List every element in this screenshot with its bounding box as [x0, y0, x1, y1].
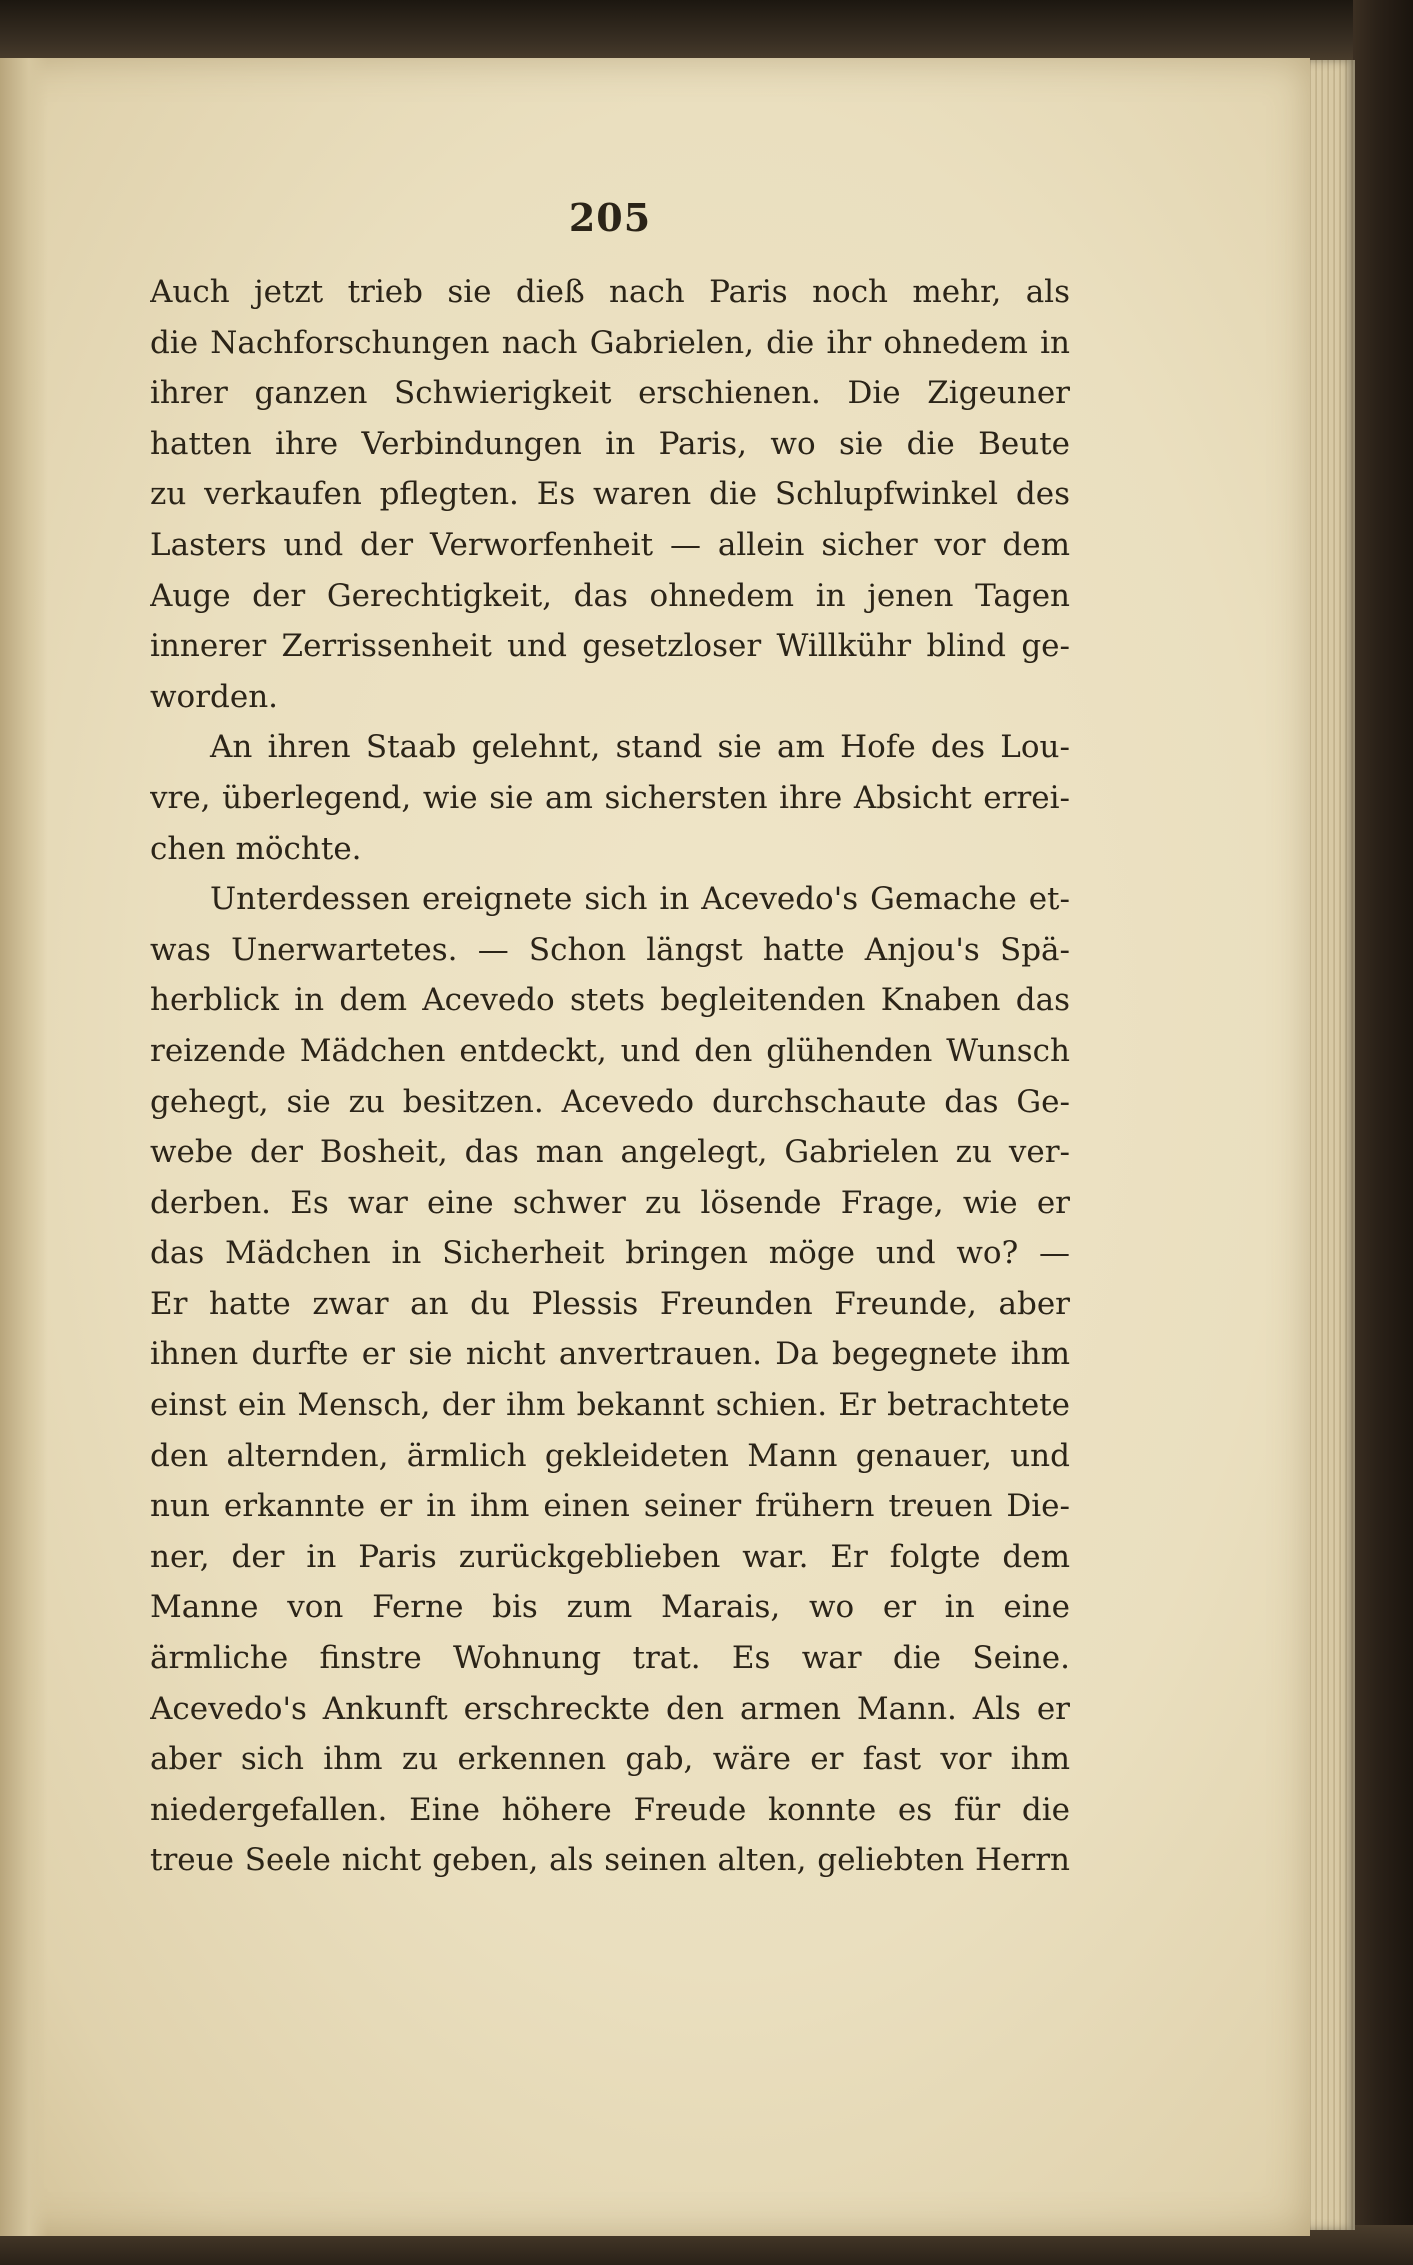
- text-line: was Unerwartetes. — Schon längst hatte Anjou's Spä-: [150, 931, 1070, 968]
- text-line: die Nachforschungen nach Gabrielen, die ihr ohnedem in: [150, 324, 1070, 361]
- text-line: ihnen durfte er sie nicht anvertrauen. Da begegnete ihm: [150, 1336, 1070, 1373]
- book-cover-top-edge: [0, 0, 1413, 62]
- text-line: Auch jetzt trieb sie dieß nach Paris noch mehr, als: [150, 274, 1070, 310]
- page-body: [150, 267, 1070, 1886]
- text-line: reizende Mädchen entdeckt, und den glühenden Wunsch: [150, 1032, 1070, 1069]
- text-line: gehegt, sie zu besitzen. Acevedo durchschaute das Ge-: [150, 1083, 1070, 1120]
- text-line: niedergefallen. Eine höhere Freude konnte es für die: [150, 1791, 1070, 1828]
- text-line: Manne von Ferne bis zum Marais, wo er in eine: [150, 1589, 1070, 1626]
- text-line: zu verkaufen pflegten. Es waren die Schlupfwinkel des: [150, 476, 1070, 513]
- text-line: herblick in dem Acevedo stets begleitenden Knaben das: [150, 982, 1070, 1019]
- text-line: Auge der Gerechtigkeit, das ohnedem in jenen Tagen: [150, 577, 1070, 614]
- page-number: 205: [568, 195, 652, 240]
- text-line: Acevedo's Ankunft erschreckte den armen Mann. Als er: [150, 1690, 1070, 1727]
- text-line: innerer Zerrissenheit und gesetzloser Willkühr blind ge-: [150, 628, 1070, 665]
- text-line: den alternden, ärmlich gekleideten Mann genauer, und: [150, 1437, 1070, 1474]
- text-line: ihrer ganzen Schwierigkeit erschienen. Die Zigeuner: [150, 375, 1070, 412]
- text-line: aber sich ihm zu erkennen gab, wäre er fast vor ihm: [150, 1741, 1070, 1778]
- text-line: chen möchte.: [150, 830, 362, 867]
- text-line: hatten ihre Verbindungen in Paris, wo sie die Beute: [150, 425, 1070, 462]
- text-line: einst ein Mensch, der ihm bekannt schien. Er betrachtete: [150, 1387, 1070, 1424]
- text-line: derben. Es war eine schwer zu lösende Frage, wie er: [150, 1184, 1070, 1221]
- text-line: worden.: [150, 678, 279, 715]
- book-cover-right-edge: [1353, 0, 1413, 2265]
- text-line: ärmliche finstre Wohnung trat. Es war die Seine.: [150, 1640, 1070, 1677]
- text-line: Lasters und der Verworfenheit — allein sicher vor dem: [150, 526, 1070, 563]
- text-line: das Mädchen in Sicherheit bringen möge und wo? —: [150, 1235, 1070, 1272]
- text-line: Er hatte zwar an du Plessis Freunden Freunde, aber: [150, 1285, 1070, 1322]
- text-line: An ihren Staab gelehnt, stand sie am Hofe des Lou-: [210, 729, 1070, 766]
- page-gutter: [0, 58, 48, 2236]
- text-line: ner, der in Paris zurückgeblieben war. Er folgte dem: [150, 1538, 1070, 1575]
- text-line: treue Seele nicht geben, als seinen alten, geliebten Herrn: [150, 1842, 1070, 1879]
- text-line: vre, überlegend, wie sie am sichersten ihre Absicht errei-: [150, 779, 1070, 816]
- text-line: nun erkannte er in ihm einen seiner frühern treuen Die-: [150, 1488, 1070, 1525]
- text-line: webe der Bosheit, das man angelegt, Gabrielen zu ver-: [150, 1134, 1070, 1171]
- text-line: Unterdessen ereignete sich in Acevedo's Gemache et-: [210, 881, 1070, 918]
